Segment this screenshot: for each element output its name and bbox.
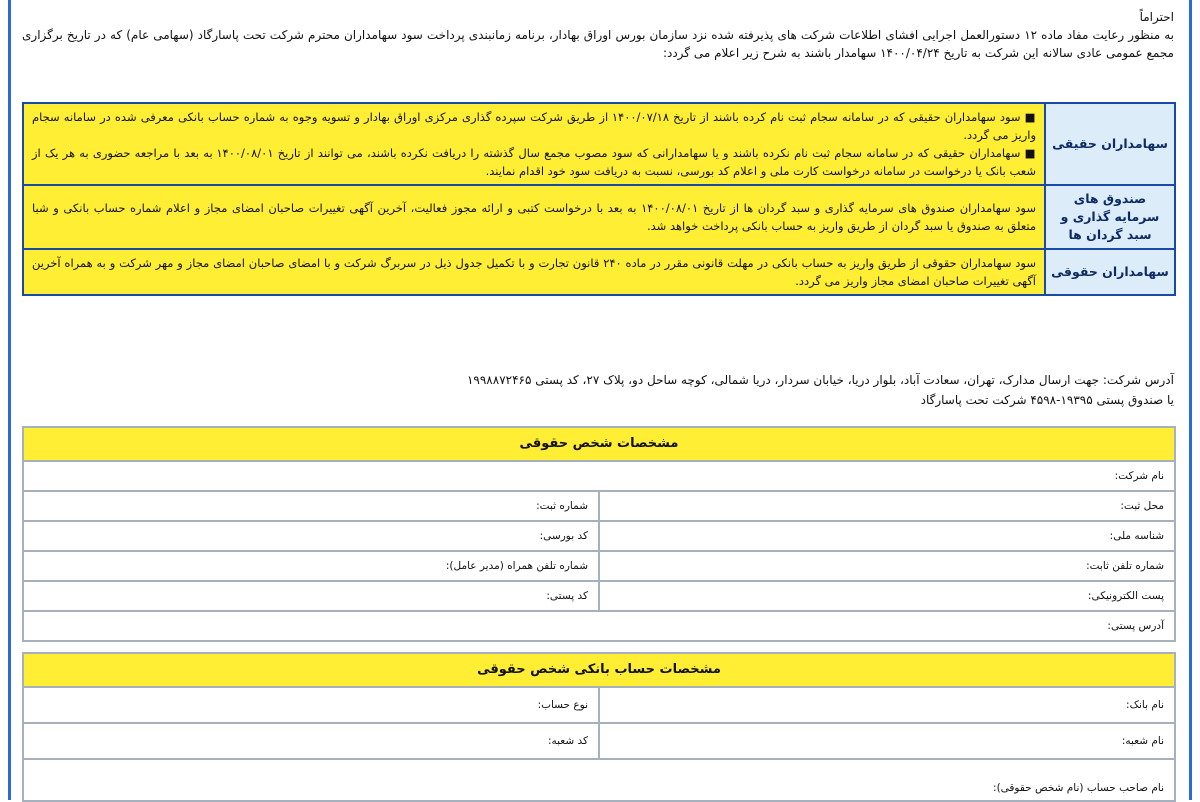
company-name-field[interactable]: [24, 462, 1174, 490]
intro-paragraph: [22, 8, 1174, 62]
mobile-field[interactable]: [24, 552, 598, 580]
description-line: سود سهامداران صندوق های سرمایه گذاری و سبد گردان ها از تاریخ ۱۴۰۰/۰۸/۰۱ به بعد با درخواست کتبی و ارائه مجوز فعالیت، آخرین آگهی تغییرات صاحبان امضای مجاز و اعلام شماره حساب بانکی و شبا متعلق به صندوق یا سبد گردان از طریق واریز به حساب بانکی پرداخت خواهد شد.: [32, 201, 1036, 233]
field-label: پست الکترونیکی:: [1087, 590, 1164, 602]
account-type-field[interactable]: [24, 688, 598, 722]
intro-heading: احتراماً: [1139, 10, 1174, 24]
landline-field[interactable]: [598, 552, 1174, 580]
table-row: [23, 103, 1175, 185]
form-row: [24, 522, 1174, 552]
form-row: [24, 724, 1174, 760]
branch-code-field[interactable]: [24, 724, 598, 758]
bank-account-panel: [22, 652, 1176, 802]
description-cell: [23, 249, 1045, 295]
field-label: شماره تلفن ثابت:: [1086, 560, 1164, 572]
form-row: [24, 688, 1174, 724]
email-field[interactable]: [598, 582, 1174, 610]
postal-address-field[interactable]: [24, 612, 1174, 640]
branch-name-field[interactable]: [598, 724, 1174, 758]
bank-name-field[interactable]: [598, 688, 1174, 722]
field-label: نام بانک:: [1126, 699, 1164, 711]
panel-title: مشخصات حساب بانکی شخص حقوقی: [24, 654, 1174, 688]
account-holder-field[interactable]: [24, 782, 1174, 794]
form-row: [24, 612, 1174, 640]
form-row: [24, 492, 1174, 522]
field-label: نام شرکت:: [1114, 470, 1164, 482]
company-address: [22, 370, 1174, 410]
field-label: نام شعبه:: [1121, 735, 1164, 747]
postal-code-field[interactable]: [24, 582, 598, 610]
field-label: کد پستی:: [546, 590, 588, 602]
form-row: [24, 462, 1174, 492]
description-line: سود سهامداران حقوقی از طریق واریز به حساب بانکی در مهلت قانونی مقرر در ماده ۲۴۰ قانون تجارت و با تکمیل جدول ذیل در سربرگ شرکت و با امضای صاحبان امضای مجاز و مهر شرکت و به همراه آخرین آگهی تغییرات صاحبان امضای مجاز واریز می گردد.: [32, 256, 1036, 288]
description-cell: [23, 103, 1045, 185]
bourse-code-field[interactable]: [24, 522, 598, 550]
description-cell: [23, 185, 1045, 249]
registration-number-field[interactable]: [24, 492, 598, 520]
form-row: [24, 760, 1174, 794]
address-line: یا صندوق پستی ۱۹۳۹۵-۴۵۹۸ شرکت تحت پاسارگاد: [920, 393, 1174, 407]
category-cell: صندوق های سرمایه گذاری و سبد گردان ها: [1045, 185, 1175, 249]
field-label: کد شعبه:: [547, 735, 588, 747]
field-label: محل ثبت:: [1120, 500, 1164, 512]
table-row: [23, 185, 1175, 249]
registration-place-field[interactable]: [598, 492, 1174, 520]
field-label: آدرس پستی:: [1107, 620, 1164, 632]
description-line: ■ سهامداران حقیقی که در سامانه سجام ثبت نام نکرده باشند و یا سهامدارانی که سود مصوب مجمع سال گذشته را دریافت نکرده باشند، می توانند از تاریخ ۱۴۰۰/۰۸/۰۱ به بعد با مراجعه حضوری به هر یک از شعب بانک یا درخواست در سامانه درخواست کارت ملی و اعلام کد بورسی، نسبت به دریافت سود خود اقدام نمایند.: [32, 146, 1037, 178]
field-label: نام صاحب حساب (نام شخص حقوقی):: [993, 782, 1164, 794]
panel-title: مشخصات شخص حقوقی: [24, 428, 1174, 462]
field-label: نوع حساب:: [537, 699, 588, 711]
national-id-field[interactable]: [598, 522, 1174, 550]
dividend-schedule-table: [22, 102, 1176, 296]
category-cell: سهامداران حقوقی: [1045, 249, 1175, 295]
table-row: [23, 249, 1175, 295]
legal-entity-panel: [22, 426, 1176, 642]
description-line: ■ سود سهامداران حقیقی که در سامانه سجام ثبت نام کرده باشند از تاریخ ۱۴۰۰/۰۷/۱۸ از طریق شرکت سپرده گذاری مرکزی اوراق بهادار و تسویه وجوه به شماره حساب بانکی معرفی شده در سامانه سجام واریز می گردد.: [32, 110, 1036, 142]
field-label: شماره ثبت:: [536, 500, 588, 512]
form-row: [24, 582, 1174, 612]
intro-body: به منظور رعایت مفاد ماده ۱۲ دستورالعمل اجرایی افشای اطلاعات شرکت های پذیرفته شده نزد سازمان بورس اوراق بهادار، برنامه زمانبندی پرداخت سود سهامداران محترم شرکت تحت پاسارگاد (سهامی عام) که در تاریخ برگزاری مجمع عمومی عادی سالانه این شرکت به تاریخ ۱۴۰۰/۰۴/۲۴ سهامدار باشند به شرح زیر اعلام می گردد:: [22, 28, 1174, 60]
form-row: [24, 552, 1174, 582]
field-label: کد بورسی:: [539, 530, 588, 542]
address-line: آدرس شرکت: جهت ارسال مدارک، تهران، سعادت آباد، بلوار دریا، خیابان سردار، دریا شمالی، کوچه ساحل دو، پلاک ۲۷، کد پستی ۱۹۹۸۸۷۲۴۶۵: [466, 373, 1174, 387]
field-label: شماره تلفن همراه (مدیر عامل):: [445, 560, 588, 572]
category-cell: سهامداران حقیقی: [1045, 103, 1175, 185]
field-label: شناسه ملی:: [1109, 530, 1164, 542]
